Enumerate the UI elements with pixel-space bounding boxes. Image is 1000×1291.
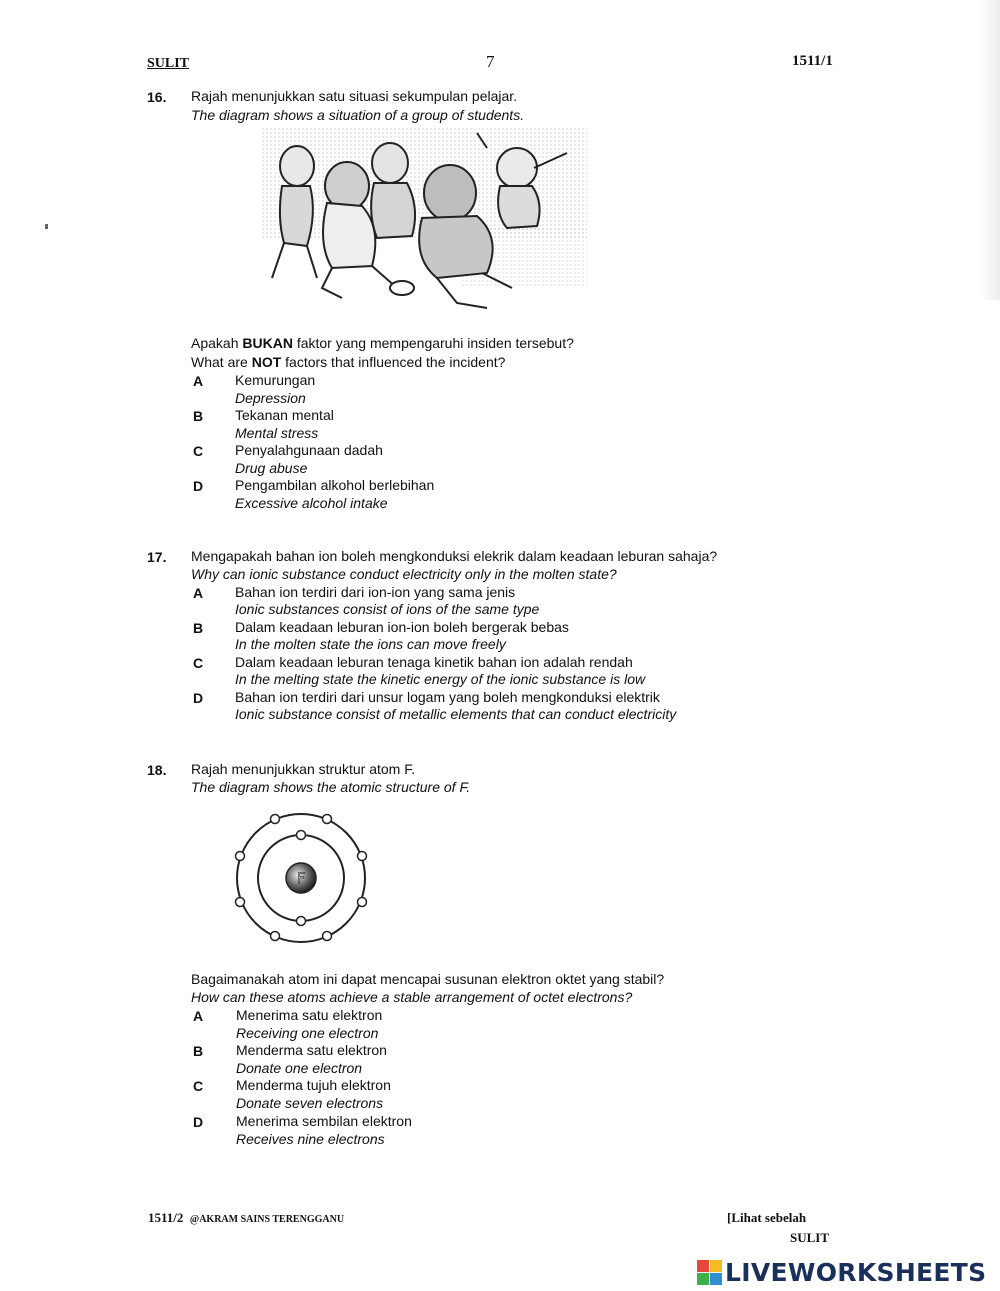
nucleus-label: F	[296, 871, 306, 887]
q17-option-letter[interactable]: D	[193, 690, 204, 706]
scan-mark	[45, 224, 48, 229]
footer-sulit: SULIT	[790, 1230, 830, 1245]
footer-next-page: [Lihat sebelah	[727, 1210, 807, 1225]
q16-prompt-en: What are NOT factors that influenced the incident?	[191, 354, 506, 370]
q16-prompt-ms: Apakah BUKAN faktor yang mempengaruhi insiden tersebut?	[191, 335, 574, 351]
q17-stem-ms: Mengapakah bahan ion boleh mengkonduksi elekrik dalam keadaan leburan sahaja?	[191, 548, 718, 564]
q17-option-letter[interactable]: C	[193, 655, 204, 671]
q18-stem-en: The diagram shows the atomic structure of F.	[191, 779, 471, 795]
q18-option-a-ms: Menerima satu elektron	[236, 1007, 383, 1023]
q18-option-d-en: Receives nine electrons	[236, 1131, 385, 1147]
q17-option-d-en: Ionic substance consist of metallic elements that can conduct electricity	[235, 706, 677, 722]
q18-stem-ms: Rajah menunjukkan struktur atom F.	[191, 761, 416, 777]
q17-option-b-en: In the molten state the ions can move freely	[235, 636, 506, 652]
q18-option-d-ms: Menerima sembilan elektron	[236, 1113, 412, 1129]
q18-prompt-ms: Bagaimanakah atom ini dapat mencapai susunan elektron oktet yang stabil?	[191, 971, 665, 987]
q17-stem-en: Why can ionic substance conduct electricity only in the molten state?	[191, 566, 617, 582]
q18-option-a-en: Receiving one electron	[236, 1025, 379, 1041]
q16-option-d-en: Excessive alcohol intake	[235, 495, 388, 511]
q16-option-letter[interactable]: B	[193, 408, 204, 424]
q18-option-letter[interactable]: B	[193, 1043, 204, 1059]
q16-option-letter[interactable]: A	[193, 373, 204, 389]
q17-option-a-ms: Bahan ion terdiri dari ion-ion yang sama jenis	[235, 584, 516, 600]
q18-option-b-en: Donate one electron	[236, 1060, 363, 1076]
scan-edge	[980, 0, 1000, 300]
q16-option-letter[interactable]: C	[193, 443, 204, 459]
q18-option-letter[interactable]: D	[193, 1114, 204, 1130]
q16-stem-en: The diagram shows a situation of a group of students.	[191, 107, 525, 123]
q17-option-c-ms: Dalam keadaan leburan tenaga kinetik bahan ion adalah rendah	[235, 654, 633, 670]
q16-option-b-ms: Tekanan mental	[235, 407, 334, 423]
brand-name: LIVEWORKSHEETS	[725, 1257, 987, 1287]
q17-option-d-ms: Bahan ion terdiri dari unsur logam yang boleh mengkonduksi elektrik	[235, 689, 660, 705]
page-number: 7	[486, 52, 495, 71]
students-fight-illustration	[262, 128, 587, 313]
q16-option-b-en: Mental stress	[235, 425, 319, 441]
q18-option-letter[interactable]: A	[193, 1008, 204, 1024]
q16-option-letter[interactable]: D	[193, 478, 204, 494]
q16-prompt-ms-bold: BUKAN	[242, 335, 293, 351]
q17-option-a-en: Ionic substances consist of ions of the same type	[235, 601, 540, 617]
footer-code: 1511/2	[148, 1210, 184, 1225]
question-number-18: 18.	[147, 762, 167, 778]
q17-option-letter[interactable]: A	[193, 585, 204, 601]
q18-option-letter[interactable]: C	[193, 1078, 204, 1094]
q16-option-a-en: Depression	[235, 390, 306, 406]
q17-option-b-ms: Dalam keadaan leburan ion-ion boleh bergerak bebas	[235, 619, 569, 635]
q16-option-a-ms: Kemurungan	[235, 372, 316, 388]
header-sulit: SULIT	[147, 56, 190, 71]
liveworksheets-brand[interactable]	[697, 1257, 986, 1287]
q18-option-c-en: Donate seven electrons	[236, 1095, 384, 1111]
question-number-16: 16.	[147, 89, 167, 105]
paper-code: 1511/1	[792, 53, 833, 69]
footer-credit-text: @AKRAM SAINS TERENGGANU	[189, 1214, 345, 1225]
q16-option-c-en: Drug abuse	[235, 460, 308, 476]
q18-prompt-en: How can these atoms achieve a stable arrangement of octet electrons?	[191, 989, 633, 1005]
liveworksheets-logo-icon	[697, 1260, 722, 1285]
q18-option-b-ms: Menderma satu elektron	[236, 1042, 387, 1058]
q17-option-letter[interactable]: B	[193, 620, 204, 636]
q18-option-c-ms: Menderma tujuh elektron	[236, 1077, 391, 1093]
atom-diagram-f	[232, 812, 372, 947]
q17-option-c-en: In the melting state the kinetic energy of the ionic substance is low	[235, 671, 646, 687]
q16-option-d-ms: Pengambilan alkohol berlebihan	[235, 477, 435, 493]
question-number-17: 17.	[147, 549, 167, 565]
q16-prompt-en-bold: NOT	[251, 354, 282, 370]
q16-stem-ms: Rajah menunjukkan satu situasi sekumpulan pelajar.	[191, 88, 518, 104]
q16-option-c-ms: Penyalahgunaan dadah	[235, 442, 383, 458]
footer-credit	[148, 1210, 344, 1226]
